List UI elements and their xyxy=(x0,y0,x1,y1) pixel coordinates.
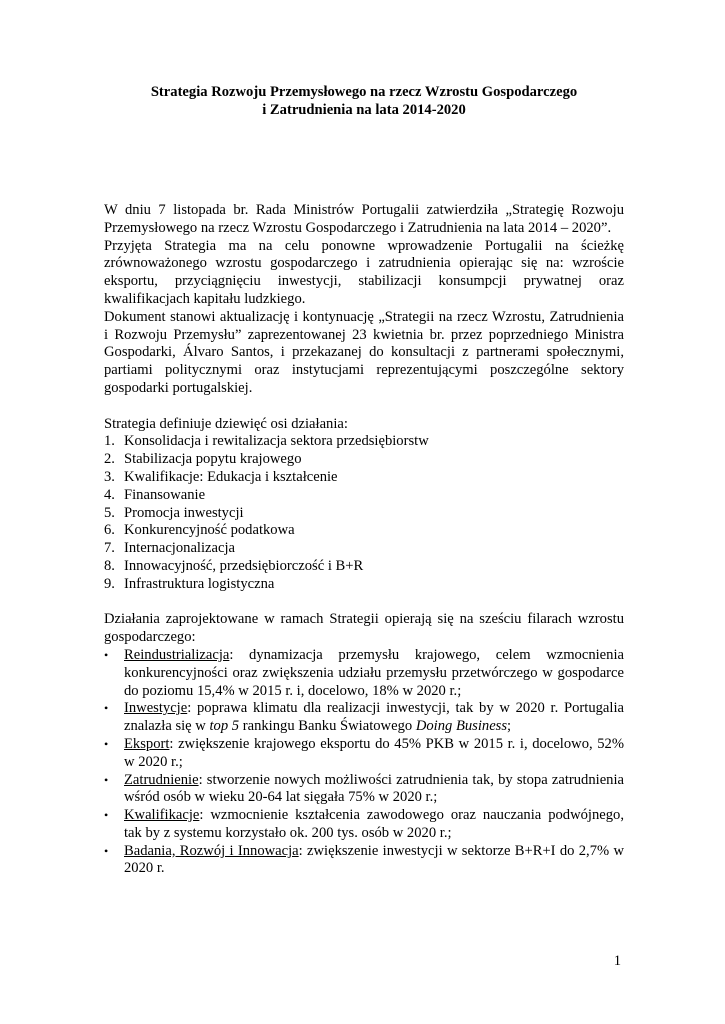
pillar-text xyxy=(124,736,624,772)
title-line-1: Strategia Rozwoju Przemysłowego na rzecz Wzrostu Gospodarczego xyxy=(150,84,578,100)
list-item xyxy=(104,540,624,558)
list-item-text: Konkurencyjność podatkowa xyxy=(124,522,295,539)
intro-paragraph-3: Dokument stanowi aktualizację i kontynuację „Strategii na rzecz Wzrostu, Zatrudnienia i Rozwoju Przemysłu” zaprezentowanej 23 kwietnia br. przez poprzedniego Ministra Gospodarki, Álvaro Santos, i przekazanej do konsultacji z partnerami społecznymi, partiami politycznymi oraz instytucjami reprezentującymi poszczególne sektory gospodarki portugalskiej. xyxy=(104,308,624,396)
pillar-label: Badania, Rozwój i Innowacja xyxy=(124,842,299,859)
list-item-text: Kwalifikacje: Edukacja i kształcenie xyxy=(124,468,338,485)
pillar-description: : zwiększenie krajowego eksportu do 45% PKB w 2015 r. i, docelowo, 52% w 2020 r.; xyxy=(124,735,624,770)
list-item xyxy=(104,807,624,843)
list-item xyxy=(104,469,624,487)
page-number: 1 xyxy=(613,953,621,969)
list-item xyxy=(104,576,624,594)
pillar-description: : zwiększenie inwestycji w sektorze B+R+I do 2,7% w 2020 r. xyxy=(124,842,625,877)
bullet-icon: • xyxy=(104,736,109,751)
document-body xyxy=(104,202,624,878)
list-item-number: 1. xyxy=(104,433,115,450)
bullet-icon: • xyxy=(104,647,109,662)
pillar-description: : poprawa klimatu dla realizacji inwestycji, tak by w 2020 r. Portugalia znalazła się w xyxy=(124,700,624,735)
list-item-number: 5. xyxy=(104,504,115,521)
list-item-number: 7. xyxy=(104,540,115,557)
bullet-icon: • xyxy=(104,772,109,787)
pillar-description: : dynamizacja przemysłu krajowego, celem wzmocnienia konkurencyjności oraz zwiększenia udziału przemysłu przetwórczego w gospodarce do poziomu 15,4% w 2015 r. i, docelowo, 18% w 2020 r.; xyxy=(124,646,624,699)
pillar-description: ; xyxy=(507,718,512,735)
list-item-text: Infrastruktura logistyczna xyxy=(124,575,275,592)
pillar-description: rankingu Banku Światowego xyxy=(239,718,416,735)
pillar-description: : wzmocnienie kształcenia zawodowego oraz nauczania podwójnego, tak by z systemu korzystało ok. 200 tys. osób w 2020 r.; xyxy=(124,807,624,841)
list-item xyxy=(104,505,624,523)
bullet-icon: • xyxy=(104,808,109,823)
list-item-text: Innowacyjność, przedsiębiorczość i B+R xyxy=(124,557,364,574)
pillar-label: Reindustrializacja xyxy=(124,646,230,663)
pillar-text xyxy=(124,700,624,736)
axes-heading: Strategia definiuje dziewięć osi działania: xyxy=(104,415,348,432)
pillar-label: Eksport xyxy=(124,735,170,752)
intro-paragraph-2: Przyjęta Strategia ma na celu ponowne wprowadzenie Portugalii na ścieżkę zrównoważonego wzrostu gospodarczego i zatrudnienia opierając się na: wzroście eksportu, przyciągnięciu inwestycji, stabilizacji konsumpcji prywatnej oraz kwalifikacjach kapitału ludzkiego. xyxy=(104,237,624,307)
pillars-list xyxy=(104,647,624,878)
title-line-2: i Zatrudnienia na lata 2014-2020 xyxy=(262,102,466,118)
pillar-text xyxy=(124,772,624,808)
list-item xyxy=(104,843,624,879)
list-item-number: 4. xyxy=(104,486,115,503)
list-item xyxy=(104,647,624,700)
list-item xyxy=(104,433,624,451)
list-item xyxy=(104,522,624,540)
pillar-emphasis: top 5 xyxy=(209,718,240,735)
list-item-number: 2. xyxy=(104,451,115,468)
list-item-text: Konsolidacja i rewitalizacja sektora przedsiębiorstw xyxy=(124,433,429,450)
list-item xyxy=(104,772,624,808)
pillar-text xyxy=(124,807,624,843)
intro-paragraph-1: W dniu 7 listopada br. Rada Ministrów Portugalii zatwierdziła „Strategię Rozwoju Przemysłowego na rzecz Wzrostu Gospodarczego i Zatrudnienia na lata 2014 – 2020”. xyxy=(104,202,624,236)
list-item-text: Finansowanie xyxy=(124,486,206,503)
list-item xyxy=(104,487,624,505)
bullet-icon: • xyxy=(104,701,109,716)
pillar-description: : stworzenie nowych możliwości zatrudnienia tak, by stopa zatrudnienia wśród osób w wieku 20-64 lat sięgała 75% w 2020 r.; xyxy=(124,771,624,806)
list-item-number: 3. xyxy=(104,468,115,485)
list-item xyxy=(104,700,624,736)
pillar-emphasis: Doing Business xyxy=(415,718,508,735)
list-item-number: 9. xyxy=(104,575,115,592)
list-item-text: Stabilizacja popytu krajowego xyxy=(124,451,302,468)
list-item-number: 8. xyxy=(104,557,115,574)
pillar-text xyxy=(124,843,624,879)
pillar-label: Inwestycje xyxy=(124,700,188,717)
pillar-label: Kwalifikacje xyxy=(124,807,200,824)
pillars-heading: Działania zaprojektowane w ramach Strategii opierają się na sześciu filarach wzrostu gospodarczego: xyxy=(104,611,624,646)
list-item xyxy=(104,451,624,469)
list-item xyxy=(104,558,624,576)
axes-list xyxy=(104,433,624,593)
pillar-text xyxy=(124,647,624,700)
list-item-number: 6. xyxy=(104,522,115,539)
bullet-icon: • xyxy=(104,843,109,858)
list-item-text: Internacjonalizacja xyxy=(124,540,235,557)
list-item-text: Promocja inwestycji xyxy=(124,504,244,521)
list-item xyxy=(104,736,624,772)
spacer xyxy=(104,594,624,612)
document-title xyxy=(104,83,624,119)
pillar-label: Zatrudnienie xyxy=(124,771,199,788)
spacer xyxy=(104,398,624,416)
